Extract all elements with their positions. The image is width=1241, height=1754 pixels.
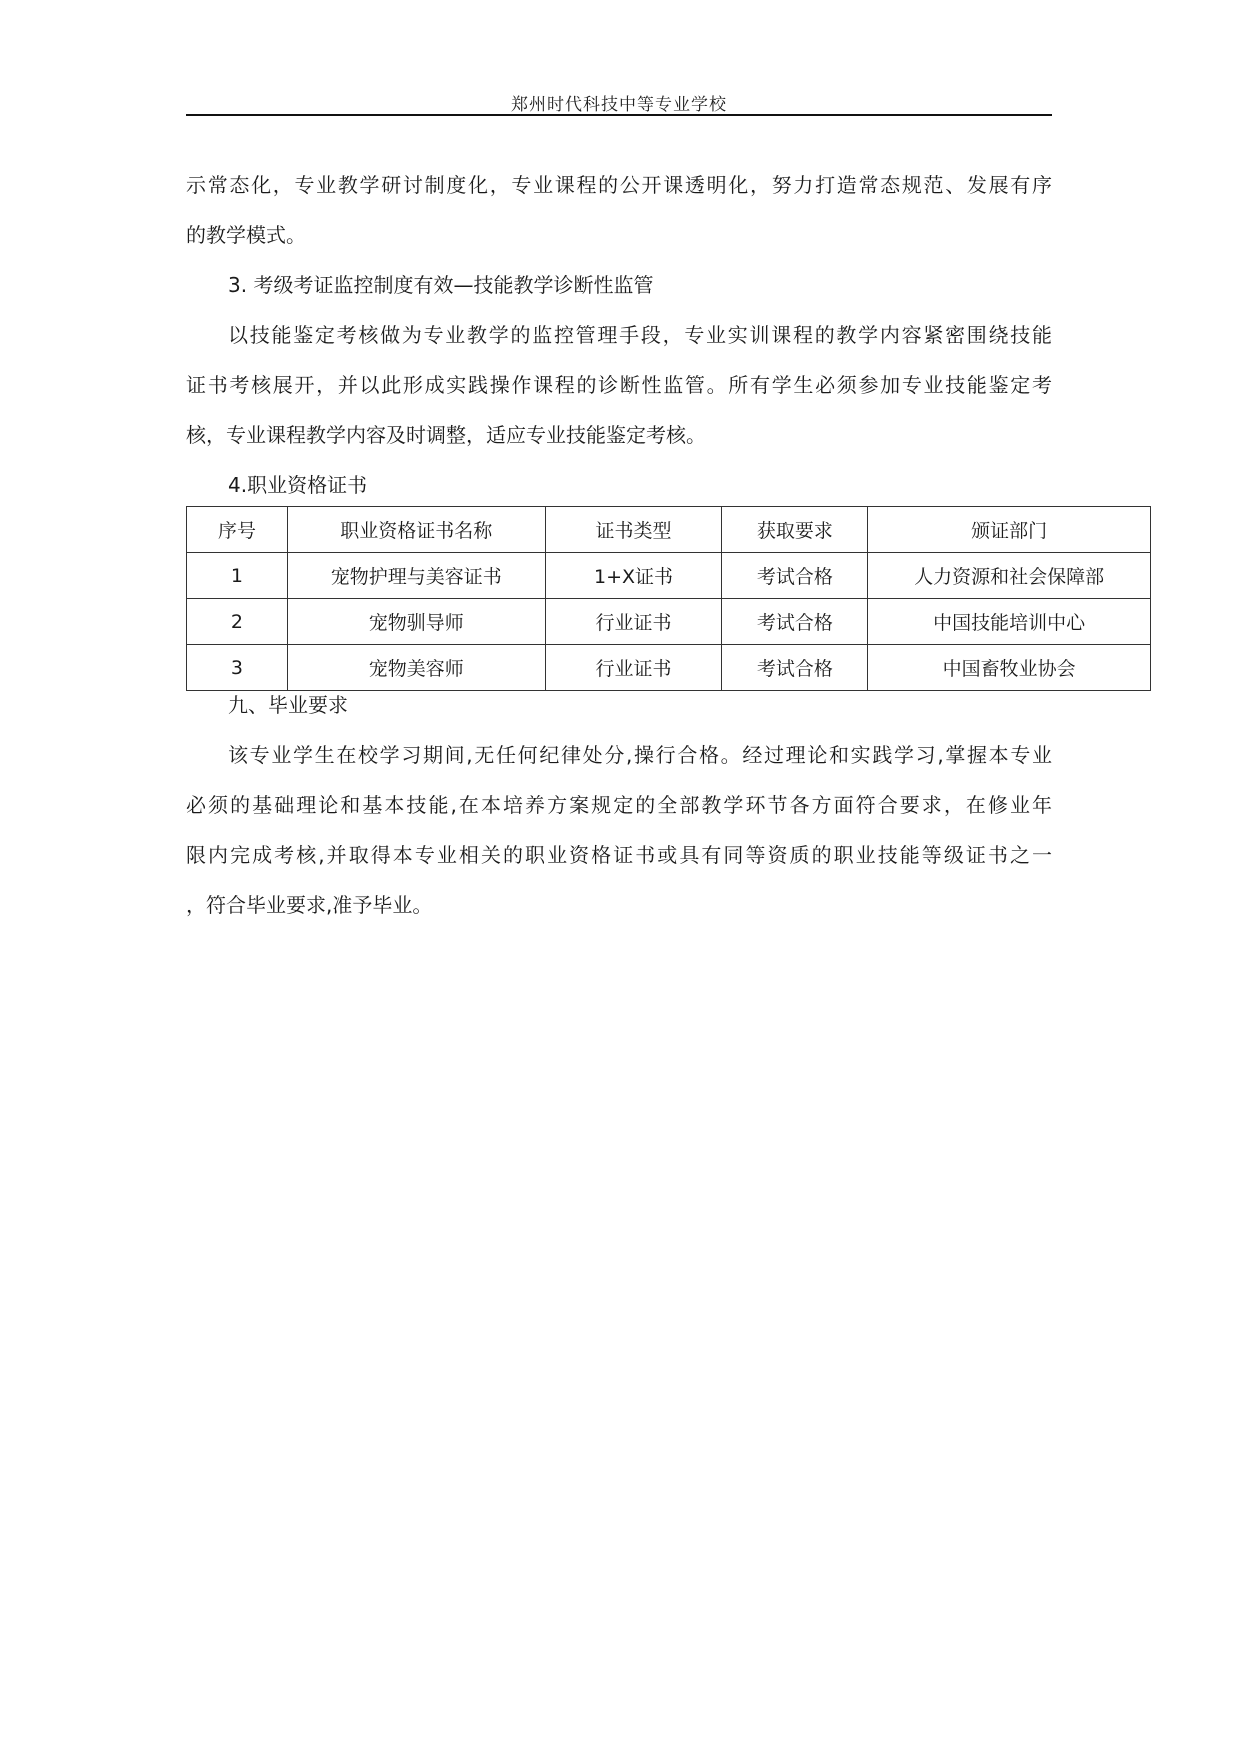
- table-cell: 宠物驯导师: [287, 599, 545, 645]
- table-cell: 行业证书: [545, 645, 722, 691]
- column-header: 获取要求: [722, 507, 868, 553]
- table-cell: 中国技能培训中心: [868, 599, 1151, 645]
- paragraph-line: 的教学模式。: [186, 223, 306, 247]
- table-cell: 3: [187, 645, 288, 691]
- paragraph-line: 必须的基础理论和基本技能,在本培养方案规定的全部教学环节各方面符合要求，在修业年: [186, 793, 1052, 817]
- table-header-row: [187, 507, 1151, 553]
- table-cell: 宠物美容师: [287, 645, 545, 691]
- column-header: 序号: [187, 507, 288, 553]
- table-cell: 行业证书: [545, 599, 722, 645]
- header-divider: [186, 114, 1052, 116]
- table-cell: 考试合格: [722, 553, 868, 599]
- page-header-title: 郑州时代科技中等专业学校: [511, 95, 727, 115]
- paragraph-line: 以技能鉴定考核做为专业教学的监控管理手段，专业实训课程的教学内容紧密围绕技能: [228, 323, 1052, 347]
- table-cell: 宠物护理与美容证书: [287, 553, 545, 599]
- table-row: [187, 645, 1151, 691]
- section-heading-4: 4.职业资格证书: [228, 473, 368, 497]
- table-cell: 中国畜牧业协会: [868, 645, 1151, 691]
- table-cell: 1: [187, 553, 288, 599]
- paragraph-line: 核，专业课程教学内容及时调整，适应专业技能鉴定考核。: [186, 423, 706, 447]
- table-row: [187, 599, 1151, 645]
- certificate-table: [186, 506, 1151, 691]
- column-header: 职业资格证书名称: [287, 507, 545, 553]
- paragraph-line: ，符合毕业要求,准予毕业。: [186, 893, 433, 917]
- table-cell: 考试合格: [722, 645, 868, 691]
- table-cell: 2: [187, 599, 288, 645]
- column-header: 证书类型: [545, 507, 722, 553]
- table-cell: 考试合格: [722, 599, 868, 645]
- table-row: [187, 553, 1151, 599]
- table-cell: 人力资源和社会保障部: [868, 553, 1151, 599]
- paragraph-line: 限内完成考核,并取得本专业相关的职业资格证书或具有同等资质的职业技能等级证书之一: [186, 843, 1052, 867]
- section-heading-9: 九、毕业要求: [228, 693, 348, 717]
- section-heading-3: 3. 考级考证监控制度有效—技能教学诊断性监管: [228, 273, 654, 297]
- paragraph-line: 证书考核展开，并以此形成实践操作课程的诊断性监管。所有学生必须参加专业技能鉴定考: [186, 373, 1052, 397]
- column-header: 颁证部门: [868, 507, 1151, 553]
- table-cell: 1+X证书: [545, 553, 722, 599]
- paragraph-line: 示常态化，专业教学研讨制度化，专业课程的公开课透明化，努力打造常态规范、发展有序: [186, 173, 1052, 197]
- paragraph-line: 该专业学生在校学习期间,无任何纪律处分,操行合格。经过理论和实践学习,掌握本专业: [228, 743, 1052, 767]
